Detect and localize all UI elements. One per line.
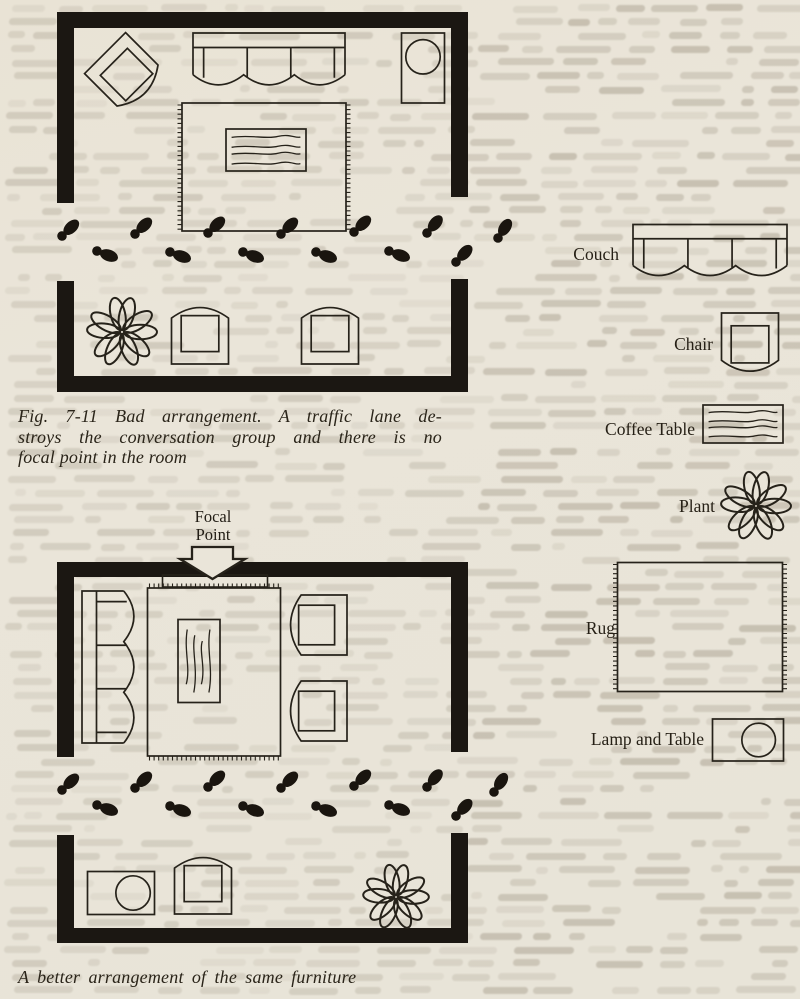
wall-segment xyxy=(57,12,74,203)
footprint xyxy=(126,213,158,241)
footprint xyxy=(382,240,414,268)
footprint xyxy=(272,213,304,241)
caption-line: Fig. 7-11 Bad arrangement. A traffic lane de- xyxy=(18,406,442,426)
chair-right-symbol xyxy=(302,308,359,364)
focal-point-line1: Focal xyxy=(194,507,232,526)
footprint xyxy=(487,215,517,245)
footprint xyxy=(417,211,448,240)
footprint xyxy=(163,241,195,269)
coffee-table-symbol xyxy=(178,620,220,703)
legend-label-rug: Rug xyxy=(585,618,615,638)
chair-lower-symbol xyxy=(291,681,347,741)
wall-segment xyxy=(451,833,468,943)
footprint xyxy=(163,795,195,823)
rug-symbol xyxy=(178,103,351,231)
footprint xyxy=(309,795,341,823)
wall-segment xyxy=(57,928,468,943)
lamp-table-symbol xyxy=(402,33,445,103)
footprint xyxy=(483,769,513,799)
wall-segment xyxy=(451,12,468,197)
legend-symbols xyxy=(613,225,791,762)
legend-couch-symbol xyxy=(633,225,787,276)
wall-segment xyxy=(57,835,74,943)
legend-coffee-table-symbol xyxy=(703,405,783,443)
footprint xyxy=(199,766,231,794)
rug-symbol xyxy=(148,584,281,761)
legend-rug-symbol xyxy=(613,563,787,692)
wall-segment xyxy=(451,562,468,752)
chair-upper-symbol xyxy=(291,595,347,655)
focal-point-line2: Point xyxy=(195,524,231,544)
chair-left-symbol xyxy=(172,308,229,364)
legend-label-chair: Chair xyxy=(674,334,713,354)
footprint xyxy=(417,765,448,794)
coffee-table-symbol xyxy=(226,129,306,171)
footprint xyxy=(90,240,122,268)
footprint xyxy=(236,241,268,269)
footprint xyxy=(199,212,231,240)
legend-label-couch: Couch xyxy=(573,244,619,264)
corner-armchair-symbol xyxy=(85,33,166,114)
footprint xyxy=(272,767,304,795)
plant-symbol xyxy=(87,296,157,367)
caption-line: focal point in the room xyxy=(18,447,187,467)
wall-segment xyxy=(57,281,74,392)
legend-lamp-table-symbol xyxy=(713,719,784,761)
chair-bottom-symbol xyxy=(175,858,232,914)
footprint xyxy=(53,215,85,243)
better-arrangement-room xyxy=(53,547,514,943)
wall-segment xyxy=(57,12,468,28)
legend-label-plant: Plant xyxy=(679,496,715,516)
footprint xyxy=(309,241,341,269)
legend-plant-symbol xyxy=(721,470,791,541)
footprint xyxy=(345,765,377,793)
legend-label-lamp-table: Lamp and Table xyxy=(590,729,704,749)
plant-symbol xyxy=(363,863,429,930)
legend-label-coffee-table: Coffee Table xyxy=(605,419,695,439)
footprint xyxy=(126,767,158,795)
footprint xyxy=(382,794,414,822)
wall-segment xyxy=(451,279,468,392)
caption-line: stroys the conversation group and there is no xyxy=(18,426,442,447)
footprint xyxy=(53,769,85,797)
footprint xyxy=(236,795,268,823)
focal-point-label xyxy=(157,508,269,543)
figure-caption-bottom: A better arrangement of the same furniture xyxy=(18,967,357,987)
wall-segment xyxy=(57,562,74,757)
wall-segment xyxy=(57,376,468,392)
couch-symbol xyxy=(82,591,134,743)
footprint xyxy=(446,241,477,269)
footprint xyxy=(90,794,122,822)
figure-caption-top xyxy=(18,406,442,468)
bad-arrangement-room xyxy=(53,12,518,392)
footprint xyxy=(446,795,477,823)
legend-chair-symbol xyxy=(722,313,779,371)
lamp-table-symbol xyxy=(88,872,155,915)
couch-symbol xyxy=(193,33,345,85)
